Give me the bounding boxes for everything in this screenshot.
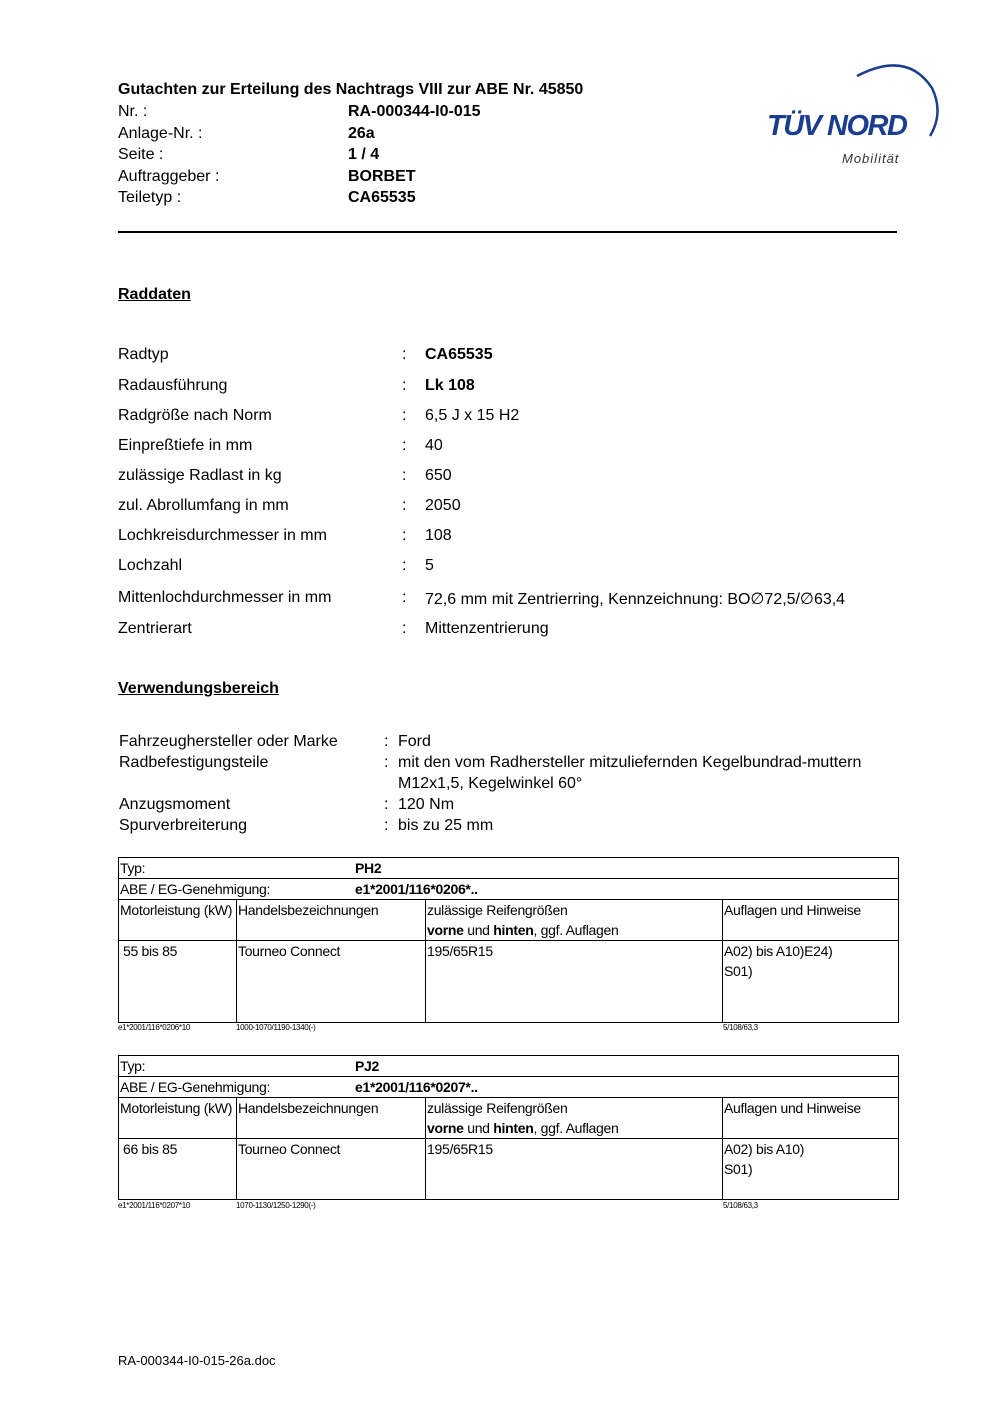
typ-value: PH2 xyxy=(355,860,382,876)
header-field-value: 26a xyxy=(348,125,375,142)
col-header-motor: Motorleistung (kW) xyxy=(119,1098,237,1139)
raddaten-colon: : xyxy=(402,527,407,544)
verwendung-label: Anzugsmoment xyxy=(119,796,231,813)
raddaten-value: 72,6 mm mit Zentrierring, Kennzeichnung: BO∅72,5/∅63,4 xyxy=(425,591,846,608)
abe-value: e1*2001/116*0207*.. xyxy=(355,1079,478,1095)
verwendung-label: Spurverbreiterung xyxy=(119,817,248,834)
col-header-motor: Motorleistung (kW) xyxy=(119,900,237,941)
cell-auflagen xyxy=(723,1139,899,1200)
document-title: Gutachten zur Erteilung des Nachtrags VIII zur ABE Nr. 45850 xyxy=(118,81,584,98)
col-header-reifen-end: , ggf. Auflagen xyxy=(533,1120,619,1136)
table-footer-code: 5/108/63,3 xyxy=(723,1023,758,1032)
table-row xyxy=(119,1139,899,1200)
col-header-reifen-und: und xyxy=(463,1120,494,1136)
raddaten-label: Lochzahl xyxy=(118,557,183,574)
cell-motor: 66 bis 85 xyxy=(119,1139,237,1200)
col-header-reifen-end: , ggf. Auflagen xyxy=(533,922,619,938)
abe-label: ABE / EG-Genehmigung: xyxy=(120,881,271,897)
verwendung-value: mit den vom Radhersteller mitzuliefernden Kegelbundrad-muttern M12x1,5, Kegelwinkel 60° xyxy=(398,754,862,792)
raddaten-value: Lk 108 xyxy=(425,377,475,394)
table-header-row xyxy=(119,1098,899,1139)
verwendung-colon: : xyxy=(384,796,389,813)
raddaten-value: 108 xyxy=(425,527,452,544)
cell-reifen: 195/65R15 xyxy=(426,941,723,1023)
raddaten-label: Radgröße nach Norm xyxy=(118,407,272,424)
typ-label: Typ: xyxy=(120,1058,146,1074)
raddaten-colon: : xyxy=(402,557,407,574)
raddaten-label: Zentrierart xyxy=(118,620,192,637)
header-divider xyxy=(118,231,897,233)
header-field-label: Auftraggeber : xyxy=(118,168,220,185)
table-row xyxy=(119,1077,899,1098)
cell-auflagen-line2: S01) xyxy=(724,963,753,979)
raddaten-label: Einpreßtiefe in mm xyxy=(118,437,253,454)
table-row xyxy=(119,941,899,1023)
raddaten-value: 2050 xyxy=(425,497,461,514)
document-filename: RA-000344-I0-015-26a.doc xyxy=(118,1353,276,1368)
raddaten-value: 6,5 J x 15 H2 xyxy=(425,407,520,424)
col-header-reifen-und: und xyxy=(463,922,494,938)
header-field-value: 1 / 4 xyxy=(348,146,380,163)
raddaten-colon: : xyxy=(402,620,407,637)
verwendung-colon: : xyxy=(384,817,389,834)
raddaten-value: CA65535 xyxy=(425,346,493,363)
raddaten-value: 650 xyxy=(425,467,452,484)
raddaten-colon: : xyxy=(402,437,407,454)
verwendung-colon: : xyxy=(384,754,389,771)
table-row xyxy=(119,1056,899,1077)
cell-handel: Tourneo Connect xyxy=(237,1139,426,1200)
header-field-label: Seite : xyxy=(118,146,164,163)
tuv-nord-logo xyxy=(762,58,942,173)
logo-subtitle: Mobilität xyxy=(842,151,900,166)
logo-wordmark: TÜV NORD xyxy=(767,110,907,142)
vehicle-table xyxy=(118,1055,899,1200)
header-field-label: Teiletyp : xyxy=(118,189,182,206)
cell-auflagen-line1: A02) bis A10)E24) xyxy=(724,943,833,959)
cell-auflagen-line1: A02) bis A10) xyxy=(724,1141,805,1157)
table-footer-abe: e1*2001/116*0206*10 xyxy=(118,1023,191,1032)
verwendung-label: Fahrzeughersteller oder Marke xyxy=(119,733,338,750)
raddaten-colon: : xyxy=(402,407,407,424)
col-header-reifen-hinten: hinten xyxy=(493,922,534,938)
abe-cell xyxy=(119,1077,899,1098)
col-header-auflagen: Auflagen und Hinweise xyxy=(723,900,899,941)
table-footer-dims: 1000-1070/1190-1340(-) xyxy=(236,1023,316,1032)
col-header-reifen-line1: zulässige Reifengrößen xyxy=(427,1100,568,1116)
table-row xyxy=(119,879,899,900)
verwendung-value: 120 Nm xyxy=(398,796,455,813)
raddaten-colon: : xyxy=(402,467,407,484)
header-field-value: BORBET xyxy=(348,168,416,185)
verwendung-value: Ford xyxy=(398,733,431,750)
raddaten-label: Radtyp xyxy=(118,346,169,363)
col-header-reifen xyxy=(426,900,723,941)
col-header-auflagen: Auflagen und Hinweise xyxy=(723,1098,899,1139)
col-header-reifen-vorne: vorne xyxy=(427,922,464,938)
section-heading-raddaten: Raddaten xyxy=(118,286,191,303)
typ-value: PJ2 xyxy=(355,1058,380,1074)
table-header-row xyxy=(119,900,899,941)
col-header-reifen-hinten: hinten xyxy=(493,1120,534,1136)
header-field-value: RA-000344-I0-015 xyxy=(348,103,481,120)
raddaten-label: Lochkreisdurchmesser in mm xyxy=(118,527,327,544)
col-header-reifen-line1: zulässige Reifengrößen xyxy=(427,902,568,918)
header-field-value: CA65535 xyxy=(348,189,416,206)
verwendung-colon: : xyxy=(384,733,389,750)
cell-motor: 55 bis 85 xyxy=(119,941,237,1023)
raddaten-label: Mittenlochdurchmesser in mm xyxy=(118,589,332,606)
raddaten-colon: : xyxy=(402,377,407,394)
col-header-reifen xyxy=(426,1098,723,1139)
abe-label: ABE / EG-Genehmigung: xyxy=(120,1079,271,1095)
col-header-reifen-vorne: vorne xyxy=(427,1120,464,1136)
header-field-label: Nr. : xyxy=(118,103,148,120)
cell-reifen: 195/65R15 xyxy=(426,1139,723,1200)
typ-label: Typ: xyxy=(120,860,146,876)
abe-value: e1*2001/116*0206*.. xyxy=(355,881,478,897)
section-heading-verwendungsbereich: Verwendungsbereich xyxy=(118,680,279,697)
abe-cell xyxy=(119,879,899,900)
col-header-handel: Handelsbezeichnungen xyxy=(237,1098,426,1139)
raddaten-value: 5 xyxy=(425,557,434,574)
verwendung-label: Radbefestigungsteile xyxy=(119,754,269,771)
col-header-handel: Handelsbezeichnungen xyxy=(237,900,426,941)
raddaten-colon: : xyxy=(402,497,407,514)
raddaten-label: Radausführung xyxy=(118,377,228,394)
table-row xyxy=(119,858,899,879)
raddaten-value: Mittenzentrierung xyxy=(425,620,549,637)
table-footer-dims: 1070-1130/1250-1290(-) xyxy=(236,1201,316,1210)
vehicle-table xyxy=(118,857,899,1023)
raddaten-label: zul. Abrollumfang in mm xyxy=(118,497,289,514)
raddaten-label: zulässige Radlast in kg xyxy=(118,467,282,484)
typ-cell xyxy=(119,1056,899,1077)
cell-handel: Tourneo Connect xyxy=(237,941,426,1023)
table-footer-abe: e1*2001/116*0207*10 xyxy=(118,1201,191,1210)
typ-cell xyxy=(119,858,899,879)
raddaten-value: 40 xyxy=(425,437,443,454)
cell-auflagen xyxy=(723,941,899,1023)
raddaten-colon: : xyxy=(402,346,407,363)
header-field-label: Anlage-Nr. : xyxy=(118,125,203,142)
verwendung-value: bis zu 25 mm xyxy=(398,817,494,834)
table-footer-code: 5/108/63,3 xyxy=(723,1201,758,1210)
raddaten-colon: : xyxy=(402,589,407,606)
cell-auflagen-line2: S01) xyxy=(724,1161,753,1177)
